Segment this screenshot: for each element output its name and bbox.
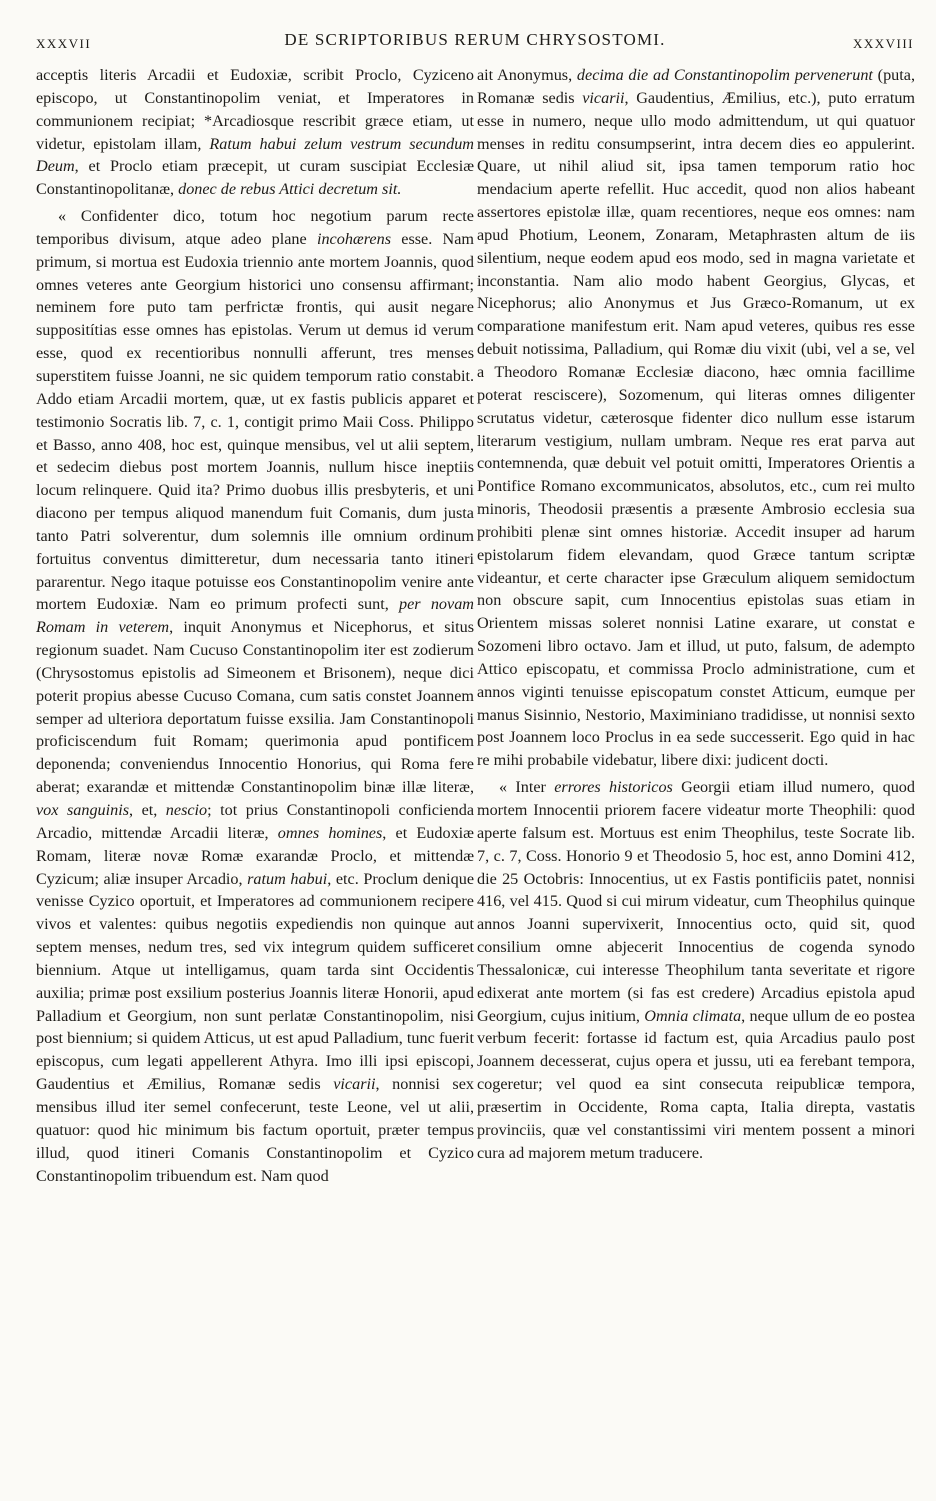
page-number-right: XXXVIII: [852, 36, 914, 51]
paragraph: « Inter errores historicos Georgii etiam illud numero, quod mortem Innocentii priorem facere videatur morte Theophili: quod aperte falsum est. Mortuus est enim Theophilus, teste Socrate lib. 7, c. 7, Coss. Honorio 9 et Theodosio 5, hoc est, anno Domini 412, die 25 Octobris: Innocentius, ut ex Fastis pontificiis patet, nonnisi 416, vel 415. Quod si cui mirum videatur, cum Theophilus quinque annos Joanni supervixerit, Innocentius octo, quid sit, quod consilium omne abjecerit Innocentius de cogenda synodo Thessalonicæ, cui interesse Theophilum tanta severitate et rigore edixerat ante mortem (si fas est credere) Arcadius epistola apud Georgium, cujus initium, Omnia climata, neque ullum de eo postea verbum fecerit: fortasse id factum est, quia Arcadius paulo post Joannem decesserat, cujus opera et jussu, uti ea ferebant tempora, cogeretur; vel quod ea sint consecuta reipublicæ tempora, præsertim in Occidente, Roma capta, Italia direpta, vastatis provinciis, quæ vel constantissimi viri mentem possent a minori cura ad majorem metum traducere.: [477, 778, 916, 1162]
paragraph: acceptis literis Arcadii et Eudoxiæ, scribit Proclo, Cyziceno episcopo, ut Constantinopolim veniat, et Imperatores in communionem recipiat; *Arcadiosque rescribit græce etiam, ut videtur, epistolam illam, Ratum habui zelum vestrum secundum Deum, et Proclo etiam præcepit, ut curam suscipiat Ecclesiæ Constantinopolitanæ, donec de rebus Attici decretum sit.: [36, 66, 474, 199]
page-number-left: XXXVII: [36, 36, 92, 51]
right-column: [477, 64, 915, 1165]
paragraph: « Confidenter dico, totum hoc negotium parum recte temporibus divisum, atque adeo plane incohærens esse. Nam primum, si mortua est Eudoxia triennio ante mortem Joannis, quod omnes veteres ante Georgium historici uno consensu affirmant; neminem fore puto tam perfrictæ frontis, qui ausit negare suppositítias esse omnes has epistolas. Verum ut demus id verum esse, quod ex recentioribus nonnulli afferunt, tres menses superstitem fuisse Joanni, ne sic quidem temporum ratio constabit. Addo etiam Arcadii mortem, quæ, ut ex fastis publicis apparet et testimonio Socratis lib. 7, c. 1, contigit primo Maii Coss. Philippo et Basso, anno 408, hoc est, quinque mensibus, vel ut alii septem, et sedecim diebus post mortem Joannis, nullum hisce ineptiis locum relinquere. Quid ita? Primo duobus illis presbyteris, et uni diacono per tempus aliquod manendum fuit Comanis, dum justa tanto Patri solverentur, dum solemnis ille omnium ordinum fortuitus conventus dimitteretur, dum necessaria tanto itineri pararentur. Nego itaque potuisse eos Constantinopolim venire ante mortem Eudoxiæ. Nam eo primum profecti sunt, per novam Romam in veterem, inquit Anonymus et Nicephorus, et situs regionum suadet. Nam Cucuso Constantinopolim iter est zodierum (Chrysostomus epistolis ad Simeonem et Brisonem), neque dici poterit propius abesse Cucuso Comana, cum satis constet Joannem semper ad ulteriora deportatum fuisse exsilia. Jam Constantinopoli proficiscendum fuit Romam; querimonia apud pontificem deponenda; conveniendus Innocentio Honorius, qui Roma fere aberat; exarandæ et mittendæ Constantinopolim binæ illæ literæ, vox sanguinis, et, nescio; tot prius Constantinopoli conficienda Arcadio, mittendæ Arcadii literæ, omnes homines, et Eudoxiæ Romam, literæ novæ Romæ exarandæ Proclo, et mittendæ Cyzicum; aliæ insuper Arcadio, ratum habui, etc. Proclum denique venisse Cyzico oportuit, et Imperatores ad communionem recipere vivos et valentes: quibus negotiis expediendis non quinque aut septem menses, nedum tres, sed vix integrum quidem sufficeret biennium. Atque ut intelligamus, quam tarda sint Occidentis auxilia; primæ post exsilium posterius Joannis literæ Honorii, apud Palladium et Georgium, non sunt perlatæ Constantinopolim, nisi post biennium; si quidem Atticus, ut est apud Palladium, tunc fuerit episcopus, cum legati appellerent Athyra. Imo illi ipsi episcopi, Gaudentius et Æmilius, Romanæ sedis vicarii, nonnisi sex mensibus illud iter semel confecerunt, teste Leone, vel ut alii, quatuor: quod hic minimum bis factum oportuit, præter tempus illud, quod itineri Comanis Constantinopolim et Cyzico Constantinopolim tribuendum est. Nam quod: [36, 207, 475, 1185]
left-column: [36, 64, 474, 1187]
running-header: [36, 30, 914, 54]
paragraph: ait Anonymus, decima die ad Constantinopolim pervenerunt (puta, Romanæ sedis vicarii, Gaudentius, Æmilius, etc.), puto erratum esse in numero, neque ullo modo admittendum, ut qui quatuor menses in reditu consumpserint, intra decem dies eo appulerint. Quare, ut nihil aliud sit, ipsa tamen temporum ratio hoc mendacium aperte refellit. Huc accedit, quod non alios habeant assertores epistolæ illæ, quam recentiores, neque eos omnes: nam apud Photium, Leonem, Zonaram, Metaphrasten altum de iis silentium, neque eodem apud eos modo, sed in magna varietate et inconstantia. Nam alio modo habent Georgius, Glycas, et Nicephorus; alio Anonymus et Jus Græco-Romanum, ut ex comparatione manifestum erit. Nam apud veteres, quibus res esse debuit notissima, Palladium, qui Romæ diu vixit (ubi, vel a se, vel a Theodoro Romanæ Ecclesiæ diacono, hæc omnia facillime poterat resciscere), Sozomenum, qui literas omnes diligenter scrutatus videtur, cæterosque fidenter dico nullum esse istarum literarum vestigium, nullam umbram. Neque res erat parva aut contemnenda, quæ debuit vel potuit omitti, Imperatores Orientis a Pontifice Romano excommunicatos, absolutos, etc., cum rei multo minoris, Theodosii præsentis a præsente Ambrosio ecclesia sua prohibiti plenæ sint omnes historiæ. Accedit insuper ad harum epistolarum fidem elevandam, quod Græce tantum scriptæ videantur, et certe character ipse Græculum aliquem semidoctum non obscure sapit, cum Innocentius epistolas suas etiam in Orientem missas soleret nonnisi Latine exarare, ut constat e Sozomeni libro octavo. Jam et illud, ut puto, falsum, de adempto Attico episcopatu, et commissa Proclo administratione, cum et annos viginti tenuisse episcopatum constet Atticum, eumque per manus Sisinnio, Nestorio, Maximiniano tradidisse, ut nonnisi sexto post Joannem loco Proclus in ea sede successerit. Ego quid in hac re mihi probabile videbatur, libere dixi: judicent docti.: [477, 66, 915, 770]
running-title: DE SCRIPTORIBUS RERUM CHRYSOSTOMI.: [284, 30, 666, 49]
